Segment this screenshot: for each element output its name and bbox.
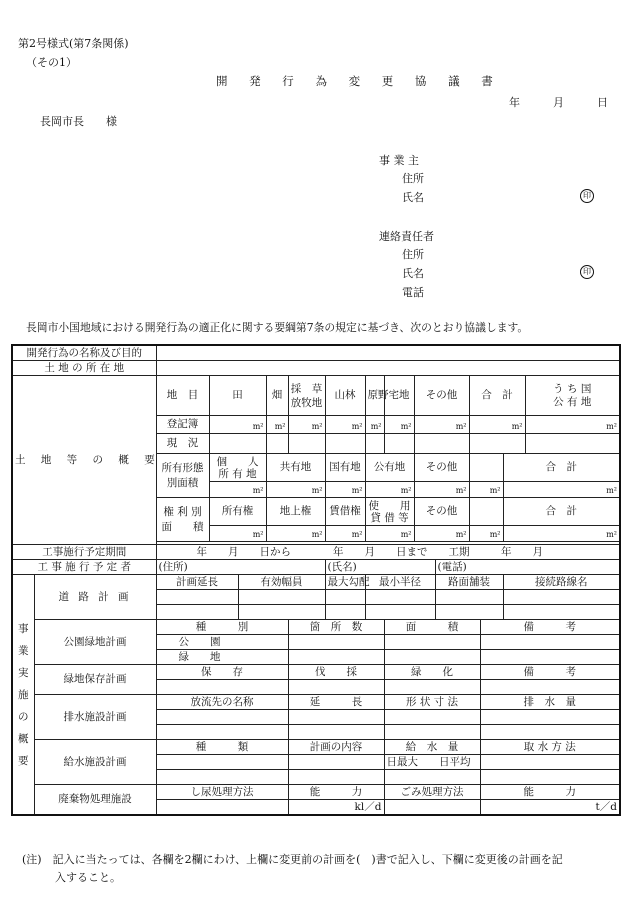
park-col-header: 種 別 <box>156 620 288 635</box>
page-title: 開 発 行 為 変 更 協 議 書 <box>216 74 502 88</box>
drain-plan-label: 排水施設計画 <box>34 695 156 740</box>
right-value-field[interactable]: m² <box>414 526 469 542</box>
own-value-field[interactable]: m² <box>266 482 325 498</box>
park-col-header: 箇 所 数 <box>288 620 384 635</box>
water-col-header: 給 水 量 <box>384 740 480 755</box>
water-field[interactable] <box>288 770 384 785</box>
water-field[interactable] <box>480 755 620 770</box>
own-value-field[interactable]: m² <box>414 482 469 498</box>
green-field[interactable] <box>480 680 620 695</box>
registry-rice-field[interactable]: m² <box>209 416 266 434</box>
drain-field[interactable] <box>288 710 384 725</box>
road-field[interactable] <box>238 605 325 620</box>
road-field[interactable] <box>325 590 365 605</box>
park-plan-label: 公園緑地計画 <box>34 620 156 665</box>
waste-col-header: し尿処理方法 <box>156 785 288 800</box>
current-field[interactable] <box>288 434 325 454</box>
water-volume-sub: 日最大 日平均 <box>384 755 480 770</box>
seal-text: 印 <box>580 265 594 279</box>
drain-header-row <box>12 695 620 710</box>
green-field[interactable] <box>156 680 288 695</box>
road-field[interactable] <box>325 605 365 620</box>
water-field[interactable] <box>288 755 384 770</box>
right-value-field[interactable]: m² <box>365 526 414 542</box>
park-type-label: 緑 地 <box>156 650 288 665</box>
drain-field[interactable] <box>156 725 288 740</box>
park-type-label: 公 園 <box>156 635 288 650</box>
current-field[interactable] <box>384 434 414 454</box>
road-col-header: 最小半径 <box>365 575 435 590</box>
land-col-header: その他 <box>414 376 469 416</box>
green-field[interactable] <box>288 680 384 695</box>
drain-col-header: 排 水 量 <box>480 695 620 710</box>
registry-label: 登記簿 <box>156 416 209 434</box>
applicant-address-label: 住所 <box>402 172 424 185</box>
current-field[interactable] <box>266 434 288 454</box>
contact-address-label: 住所 <box>402 248 424 261</box>
road-field[interactable] <box>238 590 325 605</box>
land-col-header: 山林 <box>325 376 365 416</box>
addressee: 長岡市長 様 <box>40 115 117 128</box>
park-field[interactable] <box>384 635 480 650</box>
drain-field[interactable] <box>384 710 480 725</box>
plan-overview-label: 事 業 実 施 の 概 要 <box>12 575 34 816</box>
park-field[interactable] <box>480 635 620 650</box>
period-field[interactable]: 年 月 日から 年 月 日まで 工期 年 月 <box>156 545 620 560</box>
registry-public-field[interactable]: m² <box>525 416 620 434</box>
applicant-label: 事 業 主 <box>379 154 419 167</box>
park-col-header: 面 積 <box>384 620 480 635</box>
drain-field[interactable] <box>480 710 620 725</box>
green-col-header: 備 考 <box>480 665 620 680</box>
land-col-header: う ち 国 公 有 地 <box>525 376 620 416</box>
current-field[interactable] <box>469 434 525 454</box>
overview-label: 土 地 等 の 概 要 <box>12 376 156 545</box>
form-number: 第2号様式(第7条関係) <box>18 37 129 50</box>
applicant-name-label: 氏名 <box>402 191 424 204</box>
road-header-row <box>12 575 620 590</box>
right-value-field[interactable]: m² <box>209 526 266 542</box>
period-row <box>12 545 620 560</box>
land-col-header: 宅地 <box>384 376 414 416</box>
drain-field[interactable] <box>288 725 384 740</box>
own-col-blank <box>469 454 503 482</box>
waste-capacity-t[interactable]: t／d <box>480 800 620 816</box>
ownership-label: 所有形態 別面積 <box>156 454 209 498</box>
purpose-row <box>12 345 620 361</box>
land-header-row <box>12 376 620 416</box>
right-col-header: 合 計 <box>503 498 620 526</box>
own-col-header: その他 <box>414 454 469 482</box>
road-field[interactable] <box>503 605 620 620</box>
drain-field[interactable] <box>156 710 288 725</box>
period-label: 工事施行予定期間 <box>12 545 156 560</box>
current-label: 現 況 <box>156 434 209 454</box>
waste-col-header: ごみ処理方法 <box>384 785 480 800</box>
road-field[interactable] <box>365 605 435 620</box>
road-field[interactable] <box>365 590 435 605</box>
own-col-header: 個 人 所 有 地 <box>209 454 266 482</box>
waste-capacity-kl[interactable]: kl／d <box>288 800 384 816</box>
right-value-field[interactable]: m² <box>469 526 503 542</box>
road-col-header: 有効幅員 <box>238 575 325 590</box>
road-col-header: 計画延長 <box>156 575 238 590</box>
drain-col-header: 放流先の名称 <box>156 695 288 710</box>
intro-text: 長岡市小国地域における開発行為の適正化に関する要綱第7条の規定に基づき、次のとおり協議します。 <box>26 321 529 334</box>
registry-dry-field[interactable]: m² <box>266 416 288 434</box>
form-subnumber: （その1） <box>26 56 77 69</box>
form-table <box>11 344 621 816</box>
road-col-header: 路面舗装 <box>435 575 503 590</box>
waste-col-header: 能 力 <box>480 785 620 800</box>
waste-col-header: 能 力 <box>288 785 384 800</box>
park-field[interactable] <box>288 635 384 650</box>
green-header-row <box>12 665 620 680</box>
road-field[interactable] <box>156 605 238 620</box>
registry-residential-field[interactable]: m² <box>384 416 414 434</box>
water-header-row <box>12 740 620 755</box>
water-field[interactable] <box>384 770 480 785</box>
park-header-row <box>12 620 620 635</box>
water-field[interactable] <box>156 770 288 785</box>
own-col-header: 共有地 <box>266 454 325 482</box>
land-col-header: 田 <box>209 376 266 416</box>
right-col-blank <box>469 498 503 526</box>
contact-phone-label: 電話 <box>402 286 424 299</box>
right-col-header: その他 <box>414 498 469 526</box>
own-value-field[interactable]: m² <box>325 482 365 498</box>
registry-wild-field[interactable]: m² <box>365 416 384 434</box>
right-col-header: 地上権 <box>266 498 325 526</box>
own-col-header: 国有地 <box>325 454 365 482</box>
water-col-header: 計画の内容 <box>288 740 384 755</box>
own-value-field[interactable]: m² <box>209 482 266 498</box>
purpose-field[interactable] <box>156 345 620 361</box>
park-col-header: 備 考 <box>480 620 620 635</box>
contractor-name-field[interactable]: (氏名) <box>325 560 435 575</box>
road-plan-label: 道 路 計 画 <box>34 575 156 620</box>
current-field[interactable] <box>365 434 384 454</box>
contractor-label: 工 事 施 行 予 定 者 <box>12 560 156 575</box>
waste-field[interactable] <box>384 800 480 816</box>
own-col-header: 合 計 <box>503 454 620 482</box>
right-col-header: 賃借権 <box>325 498 365 526</box>
road-field[interactable] <box>435 590 503 605</box>
waste-header-row <box>12 785 620 800</box>
seal-text: 印 <box>580 189 594 203</box>
waste-field[interactable] <box>156 800 288 816</box>
right-value-field[interactable]: m² <box>266 526 325 542</box>
green-col-header: 緑 化 <box>384 665 480 680</box>
own-value-field[interactable]: m² <box>469 482 503 498</box>
contact-seal-icon <box>580 264 594 279</box>
water-plan-label: 給水施設計画 <box>34 740 156 785</box>
right-col-header: 使 用 貸 借 等 <box>365 498 414 526</box>
road-col-header: 最大勾配 <box>325 575 365 590</box>
water-col-header: 種 類 <box>156 740 288 755</box>
location-label: 土 地 の 所 在 地 <box>12 361 156 376</box>
road-col-header: 接続路線名 <box>503 575 620 590</box>
current-field[interactable] <box>209 434 266 454</box>
water-col-header: 取 水 方 法 <box>480 740 620 755</box>
applicant-seal-icon <box>580 188 594 203</box>
purpose-label: 開発行為の名称及び目的 <box>12 345 156 361</box>
land-col-header: 採 草 放牧地 <box>288 376 325 416</box>
green-field[interactable] <box>384 680 480 695</box>
drain-field[interactable] <box>384 725 480 740</box>
water-field[interactable] <box>480 770 620 785</box>
location-row <box>12 361 620 376</box>
contractor-address-field[interactable]: (住所) <box>156 560 325 575</box>
waste-plan-label: 廃棄物処理施設 <box>34 785 156 816</box>
drain-col-header: 形 状 寸 法 <box>384 695 480 710</box>
land-col-header: 合 計 <box>469 376 525 416</box>
own-col-header: 公有地 <box>365 454 414 482</box>
road-field[interactable] <box>503 590 620 605</box>
land-col-header: 原野 <box>365 376 384 416</box>
water-field[interactable] <box>156 755 288 770</box>
current-field[interactable] <box>414 434 469 454</box>
drain-col-header: 延 長 <box>288 695 384 710</box>
park-field[interactable] <box>384 650 480 665</box>
footnote: (注) 記入に当たっては、各欄を2欄にわけ、上欄に変更前の計画を( )書で記入し、下欄に変更後の計画を記 入すること。 <box>22 853 563 884</box>
contractor-row <box>12 560 620 575</box>
right-value-field[interactable]: m² <box>325 526 365 542</box>
current-field[interactable] <box>525 434 620 454</box>
road-field[interactable] <box>156 590 238 605</box>
drain-field[interactable] <box>480 725 620 740</box>
registry-other-field[interactable]: m² <box>414 416 469 434</box>
land-col-header: 地 目 <box>156 376 209 416</box>
contractor-phone-field[interactable]: (電話) <box>435 560 620 575</box>
contact-label: 連絡責任者 <box>379 230 434 243</box>
green-col-header: 伐 採 <box>288 665 384 680</box>
registry-pasture-field[interactable]: m² <box>288 416 325 434</box>
contact-name-label: 氏名 <box>402 267 424 280</box>
location-field[interactable] <box>156 361 620 376</box>
right-value-field[interactable]: m² <box>503 526 620 542</box>
current-field[interactable] <box>325 434 365 454</box>
registry-forest-field[interactable]: m² <box>325 416 365 434</box>
own-value-field[interactable]: m² <box>503 482 620 498</box>
date-line: 年 月 日 <box>509 96 608 109</box>
park-field[interactable] <box>480 650 620 665</box>
registry-total-field[interactable]: m² <box>469 416 525 434</box>
own-value-field[interactable]: m² <box>365 482 414 498</box>
green-plan-label: 緑地保存計画 <box>34 665 156 695</box>
land-col-header: 畑 <box>266 376 288 416</box>
rights-label: 権 利 別 面 積 <box>156 498 209 542</box>
park-field[interactable] <box>288 650 384 665</box>
road-field[interactable] <box>435 605 503 620</box>
green-col-header: 保 存 <box>156 665 288 680</box>
right-col-header: 所有権 <box>209 498 266 526</box>
